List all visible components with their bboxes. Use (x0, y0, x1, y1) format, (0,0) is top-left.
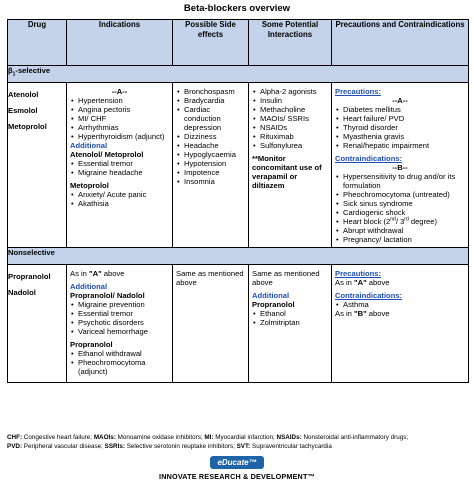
section-row-nonselective (8, 248, 469, 265)
list-item: • Bronchospasm (176, 87, 245, 96)
list-item: • Anxiety/ Acute panic (70, 190, 169, 199)
list-item: • Hypertension (70, 96, 169, 105)
header-drug: Drug (8, 20, 67, 66)
additional-drugs: Atenolol/ Metoprolol (70, 150, 144, 159)
contraindications-label: Contraindications: (335, 291, 403, 300)
group-label-a: --A-- (392, 96, 408, 105)
contraindications-list (335, 172, 465, 244)
list-item: • Dizziness (176, 132, 245, 141)
list-item: • NSAIDs (252, 123, 328, 132)
list-item-heart-block: • Heart block (2nd/ 3rd degree) (335, 217, 465, 226)
list-item: • Arrhythmias (70, 123, 169, 132)
list-item: • Thyroid disorder (335, 123, 465, 132)
abbreviation: CHF: (7, 434, 23, 441)
drug-name: Esmolol (8, 106, 38, 115)
list-item: • Renal/hepatic impairment (335, 141, 465, 150)
list-item: • Essential tremor (70, 159, 169, 168)
interactions-cell-nonselective (249, 265, 332, 383)
abbreviation: MAOIs: (93, 434, 116, 441)
side-effects-cell-b1 (173, 83, 249, 248)
list-item: • Pheochromocytoma (untreated) (335, 190, 465, 199)
precautions-list (335, 105, 465, 150)
abbreviation-definition: Nonsteroidal anti-inflammatory drugs; (301, 434, 409, 441)
precautions-cell-b1 (332, 83, 469, 248)
list-item: • Abrupt withdrawal (335, 226, 465, 235)
drug-cell-nonselective (8, 265, 67, 383)
additional-drug: Propranolol (252, 300, 295, 309)
header-side-effects: Possible Side effects (173, 20, 249, 66)
same-as-above: Same as mentioned above (176, 269, 244, 287)
list-item: • Diabetes mellitus (335, 105, 465, 114)
contraindications-label: Contraindications: (335, 154, 403, 163)
interactions-list (252, 309, 328, 327)
precautions-label: Precautions: (335, 269, 381, 278)
beta-blockers-table (7, 19, 469, 383)
list-item: • Ethanol withdrawal (70, 349, 169, 358)
drug-cell-b1 (8, 83, 67, 248)
list-item: • Insomnia (176, 177, 245, 186)
header-indications: Indications (67, 20, 173, 66)
list-item: • Angina pectoris (70, 105, 169, 114)
abbreviation-definition: Supraventricular tachycardia (250, 442, 332, 450)
abbreviation: MI: (204, 434, 214, 441)
list-item: • Sulfonylurea (252, 141, 328, 150)
abbreviation-definition: Congestive heart failure; (22, 434, 94, 441)
list-item: • MI/ CHF (70, 114, 169, 123)
list-item: • Headache (176, 141, 245, 150)
list-item: • Impotence (176, 168, 245, 177)
footer-line (7, 443, 468, 452)
abbreviation-definition: Monoamine oxidase inhibitors; (115, 434, 205, 441)
section-label-b1-selective: $\beta_1$-selective (8, 66, 469, 83)
additional-indications-list (70, 300, 169, 336)
list-item: • Migraine headache (70, 168, 169, 177)
list-item: • Bradycardia (176, 96, 245, 105)
as-above-a: As in "A" above (70, 269, 125, 278)
abbreviation-definition: Selective serotonin reuptake inhibitors; (124, 442, 237, 450)
educate-logo: eDucate™ (210, 456, 264, 469)
list-item: • Hypotension (176, 159, 245, 168)
header-precautions: Precautions and Contraindications (332, 20, 469, 66)
interactions-cell-b1 (249, 83, 332, 248)
list-item: • Pregnancy/ lactation (335, 235, 465, 244)
drug-name: Propranolol (8, 272, 51, 281)
abbreviation-definition: Myocardial infarction; (213, 434, 277, 441)
precautions-label: Precautions: (335, 87, 381, 96)
footer-line (7, 434, 468, 443)
propranolol-label: Propranolol (70, 340, 113, 349)
list-item: • Essential tremor (70, 309, 169, 318)
same-as-above: Same as mentioned above (252, 269, 320, 287)
list-item: • Migraine prevention (70, 300, 169, 309)
list-item: • MAOIs/ SSRIs (252, 114, 328, 123)
list-item: • Rituximab (252, 132, 328, 141)
as-above-b: As in "B" above (335, 309, 390, 318)
monitor-note: **Monitor concomitant use of verapamil or diltiazem (252, 154, 322, 190)
abbreviation: NSAIDs: (276, 434, 302, 441)
abbreviation: SVT: (236, 442, 251, 450)
metoprolol-label: Metoprolol (70, 181, 109, 190)
side-effects-cell-nonselective (173, 265, 249, 383)
list-item: • Ethanol (252, 309, 328, 318)
additional-indications-list (70, 159, 169, 177)
list-item: • Myasthenia gravis (335, 132, 465, 141)
indications-cell-nonselective (67, 265, 173, 383)
side-effects-list (176, 87, 245, 186)
list-item: • Psychotic disorders (70, 318, 169, 327)
additional-label: Additional (70, 141, 108, 150)
header-row (8, 20, 469, 66)
indications-list (70, 96, 169, 141)
group-label-b: --B-- (392, 163, 408, 172)
interactions-list (252, 87, 328, 150)
metoprolol-indications-list (70, 190, 169, 208)
precautions-cell-nonselective (332, 265, 469, 383)
group-label-a: --A-- (111, 87, 128, 96)
abbreviation: SSRIs: (104, 442, 125, 450)
header-interactions: Some Potential Interactions (249, 20, 332, 66)
list-item: • Asthma (335, 300, 465, 309)
propranolol-indications-list (70, 349, 169, 376)
list-item: • Zolmitriptan (252, 318, 328, 327)
abbreviation: PVD: (7, 442, 23, 450)
list-item: • Akathisia (70, 199, 169, 208)
list-item: • Cardiogenic shock (335, 208, 465, 217)
company-name: INNOVATE RESEARCH & DEVELOPMENT™ (159, 472, 315, 481)
section-label-nonselective: Nonselective (8, 248, 469, 265)
list-item: • Pheochromocytoma (adjunct) (70, 358, 169, 376)
page-title: Beta-blockers overview (183, 3, 291, 14)
abbreviation-definition: Peripheral vascular disease; (22, 442, 105, 450)
additional-drugs: Propranolol/ Nadolol (70, 291, 145, 300)
list-item: • Hypoglycaemia (176, 150, 245, 159)
list-item: • Heart failure/ PVD (335, 114, 465, 123)
section-row-b1-selective (8, 66, 469, 83)
additional-label: Additional (70, 282, 108, 291)
indications-cell-b1 (67, 83, 173, 248)
drug-name: Nadolol (8, 288, 36, 297)
as-above-a: As in "A" above (335, 278, 390, 287)
abbreviations-footer (7, 434, 468, 451)
list-item: • Variceal hemorrhage (70, 327, 169, 336)
list-item: • Hypersensitivity to drug and/or its formulation (335, 172, 465, 190)
drug-name: Atenolol (8, 90, 39, 99)
additional-label: Additional (252, 291, 290, 300)
list-item: • Insulin (252, 96, 328, 105)
table-row-nonselective (8, 265, 469, 383)
contraindications-list (335, 300, 465, 309)
table-row-b1-selective (8, 83, 469, 248)
drug-name: Metoprolol (8, 122, 47, 131)
list-item: • Sick sinus syndrome (335, 199, 465, 208)
list-item: • Alpha-2 agonists (252, 87, 328, 96)
list-item: • Cardiac conduction depression (176, 105, 245, 132)
list-item: • Methacholine (252, 105, 328, 114)
list-item: • Hyperthyroidism (adjunct) (70, 132, 169, 141)
